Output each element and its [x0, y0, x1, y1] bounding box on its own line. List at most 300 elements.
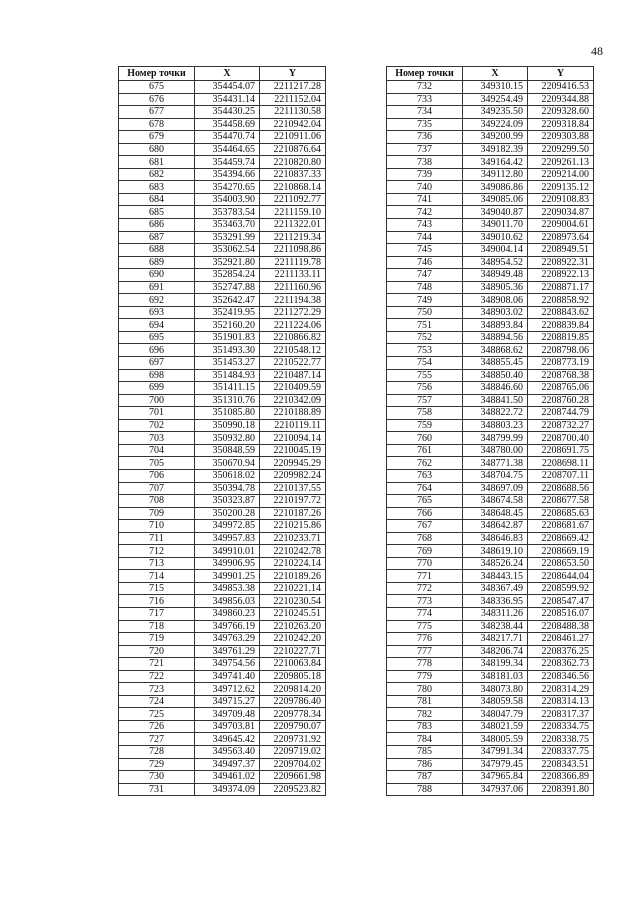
- cell-y: 2210221.14: [260, 582, 326, 595]
- cell-y: 2209805.18: [260, 670, 326, 683]
- table-row: [119, 118, 326, 131]
- cell-x: 354431.14: [195, 93, 260, 106]
- cell-point-number: 743: [387, 219, 463, 232]
- cell-y: 2210230.54: [260, 595, 326, 608]
- cell-point-number: 742: [387, 206, 463, 219]
- cell-y: 2211152.04: [260, 93, 326, 106]
- cell-y: 2209318.84: [528, 118, 594, 131]
- cell-x: 348822.72: [463, 407, 528, 420]
- cell-y: 2208599.92: [528, 582, 594, 595]
- cell-x: 351085.80: [195, 407, 260, 420]
- cell-x: 354270.65: [195, 181, 260, 194]
- cell-point-number: 726: [119, 720, 195, 733]
- cell-point-number: 731: [119, 783, 195, 796]
- cell-x: 352921.80: [195, 256, 260, 269]
- cell-point-number: 772: [387, 582, 463, 595]
- cell-x: 354470.74: [195, 131, 260, 144]
- table-row: [387, 369, 594, 382]
- cell-point-number: 704: [119, 444, 195, 457]
- cell-y: 2209303.88: [528, 131, 594, 144]
- cell-y: 2210942.04: [260, 118, 326, 131]
- cell-point-number: 699: [119, 382, 195, 395]
- table-row: [119, 131, 326, 144]
- table-row: [387, 244, 594, 257]
- cell-x: 354459.74: [195, 156, 260, 169]
- cell-point-number: 776: [387, 633, 463, 646]
- table-row: [387, 633, 594, 646]
- cell-y: 2209523.82: [260, 783, 326, 796]
- cell-x: 353062.54: [195, 244, 260, 257]
- table-row: [119, 256, 326, 269]
- table-row: [387, 645, 594, 658]
- cell-x: 349712.62: [195, 683, 260, 696]
- cell-y: 2208760.28: [528, 394, 594, 407]
- table-row: [387, 394, 594, 407]
- cell-y: 2208922.13: [528, 269, 594, 282]
- table-row: [387, 482, 594, 495]
- cell-x: 349182.39: [463, 143, 528, 156]
- cell-y: 2210233.71: [260, 532, 326, 545]
- cell-point-number: 723: [119, 683, 195, 696]
- table-row: [119, 658, 326, 671]
- cell-x: 350932.80: [195, 432, 260, 445]
- cell-y: 2210911.06: [260, 131, 326, 144]
- cell-y: 2210197.72: [260, 495, 326, 508]
- cell-y: 2208685.63: [528, 507, 594, 520]
- cell-point-number: 696: [119, 344, 195, 357]
- cell-x: 349086.86: [463, 181, 528, 194]
- table-row: [387, 219, 594, 232]
- cell-x: 348005.59: [463, 733, 528, 746]
- cell-point-number: 681: [119, 156, 195, 169]
- cell-x: 350670.94: [195, 457, 260, 470]
- cell-y: 2208773.19: [528, 357, 594, 370]
- cell-x: 350990.18: [195, 419, 260, 432]
- table-row: [119, 720, 326, 733]
- cell-x: 349004.14: [463, 244, 528, 257]
- cell-y: 2209299.50: [528, 143, 594, 156]
- table-row: [119, 532, 326, 545]
- cell-x: 353463.70: [195, 219, 260, 232]
- table-row: [119, 269, 326, 282]
- cell-point-number: 705: [119, 457, 195, 470]
- cell-x: 349235.50: [463, 106, 528, 119]
- table-row: [387, 545, 594, 558]
- cell-x: 349853.38: [195, 582, 260, 595]
- table-row: [387, 281, 594, 294]
- table-row: [119, 545, 326, 558]
- cell-y: 2210189.26: [260, 570, 326, 583]
- cell-point-number: 764: [387, 482, 463, 495]
- cell-x: 348367.49: [463, 582, 528, 595]
- cell-y: 2211194.38: [260, 294, 326, 307]
- table-row: [119, 219, 326, 232]
- cell-x: 351453.27: [195, 357, 260, 370]
- cell-y: 2209704.02: [260, 758, 326, 771]
- cell-x: 347965.84: [463, 771, 528, 784]
- cell-point-number: 752: [387, 331, 463, 344]
- cell-y: 2208871.17: [528, 281, 594, 294]
- cell-point-number: 774: [387, 607, 463, 620]
- cell-x: 349200.99: [463, 131, 528, 144]
- cell-y: 2208644.04: [528, 570, 594, 583]
- table-header-row: [119, 67, 326, 81]
- cell-x: 348780.00: [463, 444, 528, 457]
- table-row: [387, 118, 594, 131]
- cell-x: 348206.74: [463, 645, 528, 658]
- cell-y: 2208768.38: [528, 369, 594, 382]
- cell-point-number: 700: [119, 394, 195, 407]
- cell-point-number: 711: [119, 532, 195, 545]
- cell-x: 352160.20: [195, 319, 260, 332]
- cell-x: 349461.02: [195, 771, 260, 784]
- cell-y: 2208688.56: [528, 482, 594, 495]
- cell-point-number: 732: [387, 81, 463, 94]
- cell-y: 2208653.50: [528, 557, 594, 570]
- cell-point-number: 784: [387, 733, 463, 746]
- cell-point-number: 724: [119, 695, 195, 708]
- cell-y: 2208922.31: [528, 256, 594, 269]
- table-row: [119, 344, 326, 357]
- cell-point-number: 675: [119, 81, 195, 94]
- table-row: [387, 658, 594, 671]
- cell-point-number: 693: [119, 306, 195, 319]
- table-row: [119, 281, 326, 294]
- cell-y: 2208843.62: [528, 306, 594, 319]
- cell-x: 349957.83: [195, 532, 260, 545]
- cell-x: 349085.06: [463, 193, 528, 206]
- cell-y: 2208681.67: [528, 520, 594, 533]
- cell-x: 348047.79: [463, 708, 528, 721]
- cell-point-number: 781: [387, 695, 463, 708]
- cell-x: 348181.03: [463, 670, 528, 683]
- cell-x: 348311.26: [463, 607, 528, 620]
- cell-point-number: 694: [119, 319, 195, 332]
- table-row: [119, 432, 326, 445]
- coordinates-table-right: [386, 66, 594, 796]
- cell-x: 348021.59: [463, 720, 528, 733]
- table-row: [119, 319, 326, 332]
- cell-x: 348704.75: [463, 469, 528, 482]
- table-row: [387, 771, 594, 784]
- cell-y: 2210242.20: [260, 633, 326, 646]
- cell-x: 348646.83: [463, 532, 528, 545]
- cell-x: 348443.15: [463, 570, 528, 583]
- cell-point-number: 687: [119, 231, 195, 244]
- cell-x: 349901.25: [195, 570, 260, 583]
- cell-point-number: 759: [387, 419, 463, 432]
- cell-y: 2208391.80: [528, 783, 594, 796]
- cell-y: 2209135.12: [528, 181, 594, 194]
- cell-x: 350618.02: [195, 469, 260, 482]
- cell-x: 348648.45: [463, 507, 528, 520]
- cell-x: 348697.09: [463, 482, 528, 495]
- cell-y: 2211092.77: [260, 193, 326, 206]
- cell-x: 349374.09: [195, 783, 260, 796]
- table-row: [387, 131, 594, 144]
- cell-x: 349856.03: [195, 595, 260, 608]
- cell-x: 348771.38: [463, 457, 528, 470]
- cell-x: 349254.49: [463, 93, 528, 106]
- cell-y: 2210548.12: [260, 344, 326, 357]
- table-row: [119, 708, 326, 721]
- cell-point-number: 758: [387, 407, 463, 420]
- cell-y: 2208343.51: [528, 758, 594, 771]
- table-row: [119, 557, 326, 570]
- cell-y: 2208707.11: [528, 469, 594, 482]
- cell-point-number: 775: [387, 620, 463, 633]
- cell-y: 2208337.75: [528, 745, 594, 758]
- cell-y: 2210263.20: [260, 620, 326, 633]
- cell-y: 2209778.34: [260, 708, 326, 721]
- cell-point-number: 728: [119, 745, 195, 758]
- table-row: [387, 143, 594, 156]
- table-row: [119, 570, 326, 583]
- table-row: [119, 357, 326, 370]
- table-row: [119, 783, 326, 796]
- cell-y: 2208669.19: [528, 545, 594, 558]
- cell-y: 2211219.34: [260, 231, 326, 244]
- table-row: [387, 231, 594, 244]
- cell-x: 348949.48: [463, 269, 528, 282]
- table-row: [387, 206, 594, 219]
- cell-y: 2210137.55: [260, 482, 326, 495]
- cell-point-number: 729: [119, 758, 195, 771]
- cell-y: 2208366.89: [528, 771, 594, 784]
- table-row: [119, 407, 326, 420]
- table-row: [387, 81, 594, 94]
- cell-y: 2209416.53: [528, 81, 594, 94]
- cell-point-number: 741: [387, 193, 463, 206]
- cell-x: 348855.45: [463, 357, 528, 370]
- cell-y: 2208744.79: [528, 407, 594, 420]
- cell-y: 2208698.11: [528, 457, 594, 470]
- cell-y: 2209214.00: [528, 168, 594, 181]
- cell-point-number: 721: [119, 658, 195, 671]
- cell-x: 349010.62: [463, 231, 528, 244]
- cell-point-number: 762: [387, 457, 463, 470]
- cell-x: 354464.65: [195, 143, 260, 156]
- cell-point-number: 760: [387, 432, 463, 445]
- cell-x: 354454.07: [195, 81, 260, 94]
- table-row: [119, 168, 326, 181]
- cell-point-number: 761: [387, 444, 463, 457]
- cell-y: 2210876.64: [260, 143, 326, 156]
- cell-point-number: 733: [387, 93, 463, 106]
- cell-y: 2208819.85: [528, 331, 594, 344]
- header-point-number: Номер точки: [387, 67, 463, 81]
- table-row: [387, 256, 594, 269]
- cell-point-number: 718: [119, 620, 195, 633]
- table-row: [119, 394, 326, 407]
- table-row: [119, 607, 326, 620]
- table-row: [119, 193, 326, 206]
- table-row: [387, 407, 594, 420]
- cell-point-number: 719: [119, 633, 195, 646]
- cell-y: 2208973.64: [528, 231, 594, 244]
- cell-y: 2209034.87: [528, 206, 594, 219]
- cell-point-number: 703: [119, 432, 195, 445]
- cell-x: 349972.85: [195, 520, 260, 533]
- cell-x: 348073.80: [463, 683, 528, 696]
- cell-y: 2210063.84: [260, 658, 326, 671]
- table-row: [387, 745, 594, 758]
- cell-point-number: 677: [119, 106, 195, 119]
- table-row: [387, 607, 594, 620]
- cell-y: 2210409.59: [260, 382, 326, 395]
- cell-point-number: 702: [119, 419, 195, 432]
- cell-x: 349497.37: [195, 758, 260, 771]
- cell-point-number: 767: [387, 520, 463, 533]
- cell-y: 2209328.60: [528, 106, 594, 119]
- cell-point-number: 690: [119, 269, 195, 282]
- cell-y: 2210242.78: [260, 545, 326, 558]
- cell-point-number: 685: [119, 206, 195, 219]
- table-row: [119, 419, 326, 432]
- cell-point-number: 749: [387, 294, 463, 307]
- header-y: Y: [528, 67, 594, 81]
- cell-point-number: 698: [119, 369, 195, 382]
- cell-y: 2208488.38: [528, 620, 594, 633]
- cell-y: 2209344.88: [528, 93, 594, 106]
- cell-x: 348217.71: [463, 633, 528, 646]
- table-row: [387, 93, 594, 106]
- cell-x: 349754.56: [195, 658, 260, 671]
- table-row: [119, 382, 326, 395]
- cell-x: 349703.81: [195, 720, 260, 733]
- table-row: [387, 269, 594, 282]
- cell-point-number: 695: [119, 331, 195, 344]
- cell-point-number: 769: [387, 545, 463, 558]
- cell-x: 348619.10: [463, 545, 528, 558]
- cell-x: 348903.02: [463, 306, 528, 319]
- table-row: [119, 520, 326, 533]
- cell-x: 352747.88: [195, 281, 260, 294]
- table-row: [387, 695, 594, 708]
- cell-point-number: 680: [119, 143, 195, 156]
- cell-x: 351310.76: [195, 394, 260, 407]
- table-row: [387, 331, 594, 344]
- table-row: [387, 683, 594, 696]
- table-row: [387, 720, 594, 733]
- cell-x: 354458.69: [195, 118, 260, 131]
- cell-y: 2210868.14: [260, 181, 326, 194]
- cell-x: 352854.24: [195, 269, 260, 282]
- cell-x: 351901.83: [195, 331, 260, 344]
- table-row: [119, 595, 326, 608]
- table-row: [387, 783, 594, 796]
- cell-x: 349860.23: [195, 607, 260, 620]
- cell-point-number: 773: [387, 595, 463, 608]
- table-row: [387, 444, 594, 457]
- table-row: [119, 156, 326, 169]
- cell-y: 2209719.02: [260, 745, 326, 758]
- cell-y: 2208376.25: [528, 645, 594, 658]
- cell-point-number: 701: [119, 407, 195, 420]
- table-row: [387, 156, 594, 169]
- cell-point-number: 754: [387, 357, 463, 370]
- table-row: [119, 695, 326, 708]
- cell-x: 349910.01: [195, 545, 260, 558]
- header-point-number: Номер точки: [119, 67, 195, 81]
- cell-point-number: 683: [119, 181, 195, 194]
- cell-point-number: 686: [119, 219, 195, 232]
- cell-point-number: 688: [119, 244, 195, 257]
- cell-x: 348905.36: [463, 281, 528, 294]
- cell-point-number: 714: [119, 570, 195, 583]
- cell-x: 351411.15: [195, 382, 260, 395]
- cell-y: 2208314.13: [528, 695, 594, 708]
- cell-x: 349766.19: [195, 620, 260, 633]
- cell-x: 348059.58: [463, 695, 528, 708]
- cell-point-number: 684: [119, 193, 195, 206]
- cell-x: 351484.93: [195, 369, 260, 382]
- cell-x: 349906.95: [195, 557, 260, 570]
- cell-point-number: 691: [119, 281, 195, 294]
- cell-y: 2208700.40: [528, 432, 594, 445]
- cell-x: 348674.58: [463, 495, 528, 508]
- cell-point-number: 785: [387, 745, 463, 758]
- cell-x: 348894.56: [463, 331, 528, 344]
- cell-point-number: 744: [387, 231, 463, 244]
- table-row: [387, 670, 594, 683]
- cell-x: 348799.99: [463, 432, 528, 445]
- cell-point-number: 739: [387, 168, 463, 181]
- table-row: [387, 106, 594, 119]
- cell-y: 2210837.33: [260, 168, 326, 181]
- cell-y: 2210487.14: [260, 369, 326, 382]
- cell-point-number: 735: [387, 118, 463, 131]
- cell-point-number: 730: [119, 771, 195, 784]
- cell-x: 354394.66: [195, 168, 260, 181]
- table-row: [387, 469, 594, 482]
- table-row: [387, 306, 594, 319]
- cell-point-number: 736: [387, 131, 463, 144]
- table-row: [387, 193, 594, 206]
- table-row: [119, 457, 326, 470]
- table-row: [387, 168, 594, 181]
- table-body-right: [387, 81, 594, 796]
- table-row: [119, 369, 326, 382]
- cell-y: 2210224.14: [260, 557, 326, 570]
- table-row: [387, 520, 594, 533]
- cell-x: 347979.45: [463, 758, 528, 771]
- cell-y: 2210188.89: [260, 407, 326, 420]
- table-row: [119, 143, 326, 156]
- cell-point-number: 757: [387, 394, 463, 407]
- cell-point-number: 720: [119, 645, 195, 658]
- header-x: X: [463, 67, 528, 81]
- table-row: [387, 620, 594, 633]
- table-row: [119, 758, 326, 771]
- table-row: [387, 495, 594, 508]
- table-row: [119, 231, 326, 244]
- cell-y: 2211159.10: [260, 206, 326, 219]
- cell-point-number: 707: [119, 482, 195, 495]
- cell-x: 349763.29: [195, 633, 260, 646]
- table-row: [119, 620, 326, 633]
- table-row: [387, 382, 594, 395]
- cell-y: 2208334.75: [528, 720, 594, 733]
- cell-x: 349040.87: [463, 206, 528, 219]
- table-row: [119, 507, 326, 520]
- cell-y: 2208677.58: [528, 495, 594, 508]
- cell-y: 2209982.24: [260, 469, 326, 482]
- table-row: [387, 758, 594, 771]
- table-row: [387, 708, 594, 721]
- cell-y: 2208314.29: [528, 683, 594, 696]
- cell-point-number: 678: [119, 118, 195, 131]
